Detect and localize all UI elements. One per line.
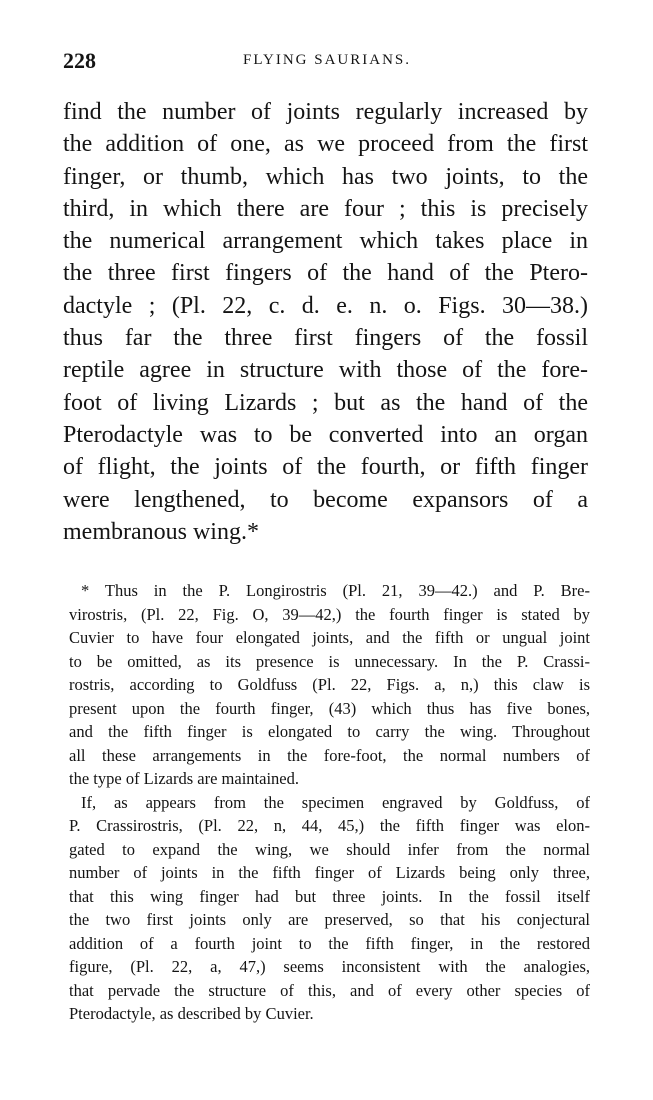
body-line: of flight, the joints of the fourth, or fifth finger xyxy=(63,454,588,481)
body-line: thus far the three first fingers of the fossil xyxy=(63,325,588,352)
body-line: find the number of joints regularly increased by xyxy=(63,99,588,125)
footnote-line: that this wing finger had but three joints. In the fossil itself xyxy=(69,886,590,906)
footnote-line: gated to expand the wing, we should infer from the normal xyxy=(69,839,590,859)
footnote-line: to be omitted, as its presence is unnecessary. In the P. Crassi- xyxy=(69,651,590,671)
main-paragraph xyxy=(63,96,588,548)
body-line: were lengthened, to become expansors of a xyxy=(63,486,588,513)
body-line: the addition of one, as we proceed from the first xyxy=(63,131,588,158)
footnote-line: the two first joints only are preserved, so that his conjectural xyxy=(69,910,590,929)
footnote-line: virostris, (Pl. 22, Fig. O, 39—42,) the fourth finger is stated by xyxy=(69,604,590,624)
body-line: the three first fingers of the hand of the Ptero- xyxy=(63,260,588,287)
body-line: third, in which there are four ; this is precisely xyxy=(63,195,588,222)
footnote-line: the type of Lizards are maintained. xyxy=(69,769,299,788)
body-line: finger, or thumb, which has two joints, to the xyxy=(63,163,588,190)
body-line: foot of living Lizards ; but as the hand of the xyxy=(63,389,588,416)
footnote-line: * Thus in the P. Longirostris (Pl. 21, 39—42.) and P. Bre- xyxy=(81,581,590,600)
footnote-line: Pterodactyle, as described by Cuvier. xyxy=(69,1004,314,1023)
footnote-paragraph-2 xyxy=(69,791,590,1026)
body-line: the numerical arrangement which takes place in xyxy=(63,228,588,255)
footnote-line: If, as appears from the specimen engraved by Goldfuss, of xyxy=(81,792,590,812)
footnote-line: addition of a fourth joint to the fifth finger, in the restored xyxy=(69,933,590,953)
footnotes xyxy=(69,579,590,1026)
body-line: reptile agree in structure with those of the fore- xyxy=(63,357,588,384)
footnote-line: Cuvier to have four elongated joints, and the fifth or ungual joint xyxy=(69,628,590,647)
running-head: FLYING SAURIANS. xyxy=(243,52,412,68)
footnote-line: present upon the fourth finger, (43) which thus has five bones, xyxy=(69,698,590,718)
footnote-line: figure, (Pl. 22, a, 47,) seems inconsistent with the analogies, xyxy=(69,957,590,976)
body-line: membranous wing.* xyxy=(63,518,259,545)
footnote-line: number of joints in the fifth finger of Lizards being only three, xyxy=(69,863,590,882)
footnote-line: P. Crassirostris, (Pl. 22, n, 44, 45,) the fifth finger was elon- xyxy=(69,816,590,835)
body-line: dactyle ; (Pl. 22, c. d. e. n. o. Figs. 30—38.) xyxy=(63,292,588,319)
footnote-line: and the fifth finger is elongated to carry the wing. Throughout xyxy=(69,722,590,741)
body-line: Pterodactyle was to be converted into an organ xyxy=(63,421,588,448)
page-number: 228 xyxy=(63,48,96,73)
footnote-line: that pervade the structure of this, and of every other species of xyxy=(69,980,590,1000)
footnote-line: all these arrangements in the fore-foot, the normal numbers of xyxy=(69,745,590,765)
page-header xyxy=(63,48,588,76)
footnote-paragraph-1 xyxy=(69,579,590,791)
footnote-line: rostris, according to Goldfuss (Pl. 22, Figs. a, n,) this claw is xyxy=(69,675,590,694)
